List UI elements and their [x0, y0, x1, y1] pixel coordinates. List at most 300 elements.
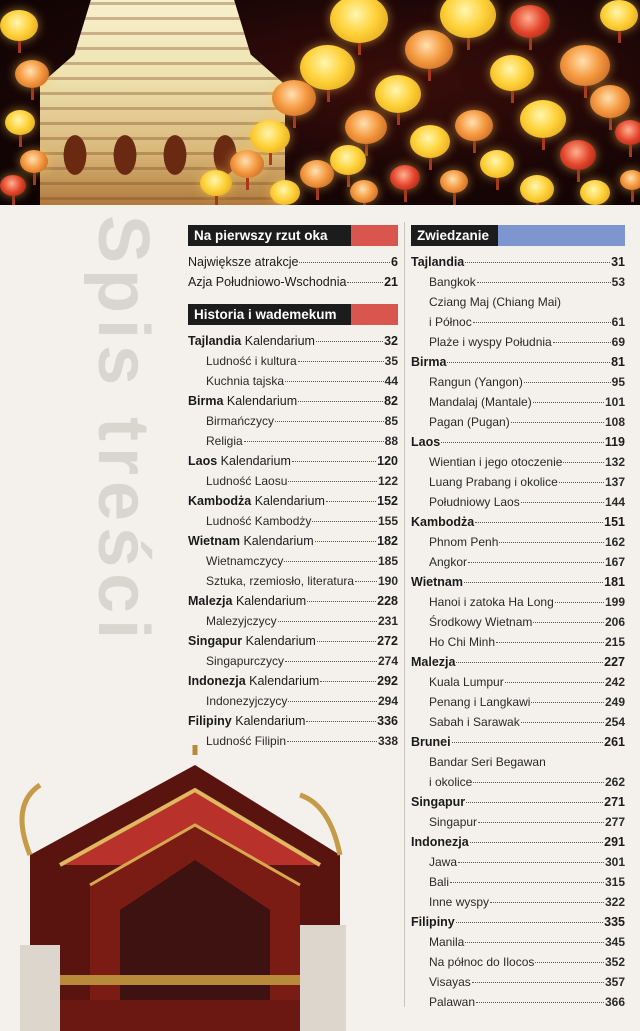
page-number: 155	[377, 514, 398, 528]
toc-entry	[411, 852, 625, 872]
lantern	[455, 110, 493, 141]
page-number: 262	[604, 775, 625, 789]
leader-dots	[447, 362, 610, 363]
toc-entry-title	[429, 872, 449, 892]
toc-entry-label: Na północ do Ilocos	[429, 955, 535, 969]
toc-entry-title	[429, 992, 475, 1012]
toc-entry	[411, 772, 625, 792]
toc-entry	[188, 451, 398, 471]
toc-entry-label: Ludność Kambodży	[206, 514, 312, 528]
leader-dots	[292, 461, 376, 462]
page-number: 338	[377, 734, 398, 748]
page-number: 119	[604, 435, 625, 449]
toc-entry-label: Wietnamczycy	[206, 554, 284, 568]
toc-entry-country: Wietnam	[188, 534, 240, 548]
toc-entry-label: Visayas	[429, 975, 471, 989]
toc-entry	[411, 512, 625, 532]
toc-entry-title	[429, 852, 457, 872]
toc-entry	[188, 491, 398, 511]
toc-entry	[188, 511, 398, 531]
toc-entry-label: Środkowy Wietnam	[429, 615, 533, 629]
toc-entry-country: Indonezja	[188, 674, 246, 688]
toc-entry-label: Bandar Seri Begawan	[429, 755, 546, 769]
page-number: 167	[604, 555, 625, 569]
toc-entry	[188, 411, 398, 431]
toc-entry-title	[429, 452, 562, 472]
toc-entry-label: Kalendarium	[226, 394, 298, 408]
toc-entry-title	[206, 731, 286, 751]
toc-entry-label: Inne wyspy	[429, 895, 490, 909]
toc-entry-label: Kalendarium	[235, 714, 306, 728]
page-number: 206	[604, 615, 625, 629]
toc-entry-country: Tajlandia	[188, 334, 242, 348]
toc-entry-title	[188, 331, 315, 351]
leader-dots	[535, 962, 604, 963]
leader-dots	[307, 601, 376, 602]
leader-dots	[521, 502, 604, 503]
leader-dots	[553, 342, 611, 343]
toc-entry-title	[206, 371, 284, 391]
toc-entry	[411, 672, 625, 692]
page-number: 274	[377, 654, 398, 668]
toc-entry-label: Kalendarium	[245, 634, 316, 648]
pagoda-arches	[55, 95, 265, 205]
page-number: 366	[604, 995, 625, 1009]
toc-entry	[411, 792, 625, 812]
page-number: 122	[377, 474, 398, 488]
toc-right-column	[411, 225, 625, 1012]
toc-entry	[411, 332, 625, 352]
toc-entry-country: Laos	[411, 435, 441, 449]
toc-entry-label: Phnom Penh	[429, 535, 499, 549]
lantern	[480, 150, 514, 178]
page-number: 31	[611, 255, 625, 269]
page-number: 95	[611, 375, 625, 389]
leader-dots	[317, 641, 376, 642]
toc-entry-title	[429, 692, 530, 712]
toc-entry-label: Kalendarium	[249, 674, 320, 688]
toc-entry-title	[206, 471, 287, 491]
toc-entry	[411, 252, 625, 272]
page-number: 272	[377, 634, 398, 648]
toc-entry-label: Bali	[429, 875, 450, 889]
toc-entry-title	[188, 252, 298, 272]
leader-dots	[316, 341, 383, 342]
lantern	[200, 170, 232, 196]
page-number: 345	[604, 935, 625, 949]
page-number: 101	[604, 395, 625, 409]
toc-entry-country: Filipiny	[188, 714, 232, 728]
lantern	[440, 0, 496, 38]
lantern	[15, 60, 49, 88]
toc-entry-label: Wientian i jego otoczenie	[429, 455, 563, 469]
column-divider	[404, 222, 405, 1007]
leader-dots	[511, 422, 604, 423]
hero-photo-lanterns	[0, 0, 640, 205]
toc-entry-title	[206, 411, 274, 431]
page-number: 336	[377, 714, 398, 728]
leader-dots	[531, 702, 604, 703]
leader-dots	[441, 442, 604, 443]
toc-entry	[188, 651, 398, 671]
toc-entry-label: Manila	[429, 935, 465, 949]
toc-entry-title	[188, 631, 316, 651]
toc-entry	[188, 691, 398, 711]
lantern	[375, 75, 421, 113]
leader-dots	[496, 642, 604, 643]
toc-entry-label: Południowy Laos	[429, 495, 520, 509]
lantern	[0, 10, 38, 41]
leader-dots	[559, 482, 604, 483]
toc-entry-title	[429, 772, 472, 792]
toc-entry-title	[411, 252, 464, 272]
leader-dots	[473, 322, 611, 323]
page-number: 227	[604, 655, 625, 669]
page-number: 315	[604, 875, 625, 889]
page-number: 6	[391, 255, 398, 269]
toc-entry	[411, 952, 625, 972]
page-number: 185	[377, 554, 398, 568]
toc-entry	[411, 892, 625, 912]
leader-dots	[285, 381, 384, 382]
lantern	[330, 145, 366, 175]
toc-entry-title	[429, 292, 561, 312]
toc-entry-label: Singapur	[429, 815, 478, 829]
toc-entry	[188, 252, 398, 272]
toc-entry-title	[429, 532, 498, 552]
toc-entry-title	[429, 932, 464, 952]
lantern	[345, 110, 387, 144]
toc-entry-title	[411, 572, 463, 592]
toc-entry-country: Tajlandia	[411, 255, 465, 269]
toc-entry-label: Azja Południowo-Wschodnia	[188, 275, 347, 289]
toc-entry-title	[411, 512, 474, 532]
toc-entry	[411, 472, 625, 492]
leader-dots	[521, 722, 604, 723]
page-number: 322	[604, 895, 625, 909]
toc-entry-country: Birma	[411, 355, 447, 369]
toc-entry-title	[429, 312, 472, 332]
toc-entry-title	[411, 832, 469, 852]
toc-entry-label: Kuchnia tajska	[206, 374, 285, 388]
toc-entry	[411, 572, 625, 592]
toc-entry	[188, 272, 398, 292]
toc-entry-title	[429, 632, 495, 652]
lantern	[250, 120, 290, 153]
lantern	[490, 55, 534, 91]
toc-entry	[411, 392, 625, 412]
toc-entry	[411, 832, 625, 852]
page-number: 352	[604, 955, 625, 969]
page-number: 231	[377, 614, 398, 628]
toc-entry-country: Birma	[188, 394, 224, 408]
toc-entry-country: Laos	[188, 454, 218, 468]
lantern	[620, 170, 640, 190]
toc-entry	[411, 932, 625, 952]
toc-entry-title	[429, 472, 558, 492]
toc-entry-country: Malezja	[188, 594, 233, 608]
leader-dots	[555, 602, 604, 603]
leader-dots	[465, 942, 604, 943]
page-number: 357	[604, 975, 625, 989]
toc-entry-title	[411, 912, 455, 932]
toc-entry-title	[429, 952, 534, 972]
toc-entry	[411, 492, 625, 512]
toc-entry-title	[206, 431, 243, 451]
toc-left-column	[188, 225, 398, 751]
page-number: 181	[604, 575, 625, 589]
toc-entry-title	[429, 332, 552, 352]
leader-dots	[355, 581, 377, 582]
toc-entry-title	[429, 492, 520, 512]
toc-entry-label: Mandalaj (Mantale)	[429, 395, 532, 409]
toc-entry	[411, 732, 625, 752]
lantern	[5, 110, 35, 135]
page-number: 292	[377, 674, 398, 688]
toc-entry-label: Sabah i Sarawak	[429, 715, 520, 729]
toc-entry	[411, 292, 625, 312]
toc-entry-title	[188, 491, 325, 511]
leader-dots	[287, 741, 377, 742]
toc-entry-title	[206, 351, 297, 371]
page-number: 82	[384, 394, 398, 408]
toc-entry-label: i Północ	[429, 315, 472, 329]
toc-entry	[411, 872, 625, 892]
page-title: Spis treści	[83, 215, 163, 646]
page-number: 254	[604, 715, 625, 729]
leader-dots	[468, 562, 604, 563]
toc-entry-country: Indonezja	[411, 835, 469, 849]
toc-entry-label: Kalendarium	[244, 334, 315, 348]
lantern	[272, 80, 316, 116]
toc-entry-label: Kuala Lumpur	[429, 675, 504, 689]
toc-entry-title	[429, 592, 554, 612]
leader-dots	[244, 441, 384, 442]
toc-entry	[188, 571, 398, 591]
toc-entry-title	[188, 711, 305, 731]
toc-entry	[188, 471, 398, 491]
toc-entry-title	[429, 892, 489, 912]
leader-dots	[456, 922, 603, 923]
toc-entry	[411, 432, 625, 452]
section-heading-overview: Na pierwszy rzut oka	[188, 225, 398, 246]
page-number: 35	[384, 354, 398, 368]
leader-dots	[275, 421, 384, 422]
leader-dots	[306, 721, 376, 722]
toc-entry-label: Cziang Maj (Chiang Mai)	[429, 295, 562, 309]
leader-dots	[298, 361, 384, 362]
lantern	[300, 45, 355, 90]
lantern	[510, 5, 550, 38]
page-number: 271	[604, 795, 625, 809]
page-number: 137	[604, 475, 625, 489]
leader-dots	[505, 682, 604, 683]
toc-entry	[188, 731, 398, 751]
toc-entry-title	[206, 551, 283, 571]
page-number: 301	[604, 855, 625, 869]
leader-dots	[312, 521, 377, 522]
toc-entry	[188, 331, 398, 351]
toc-entry	[411, 632, 625, 652]
toc-entry	[411, 372, 625, 392]
toc-entry-title	[206, 611, 277, 631]
page-number: 61	[611, 315, 625, 329]
leader-dots	[475, 522, 603, 523]
toc-entry	[411, 992, 625, 1012]
section-heading-history: Historia i wademekum	[188, 304, 398, 325]
toc-entry-title	[429, 272, 476, 292]
page-number: 190	[377, 574, 398, 588]
lantern	[390, 165, 420, 190]
toc-entry-title	[206, 571, 354, 591]
toc-entry-title	[429, 812, 477, 832]
leader-dots	[458, 862, 604, 863]
leader-dots	[472, 982, 604, 983]
toc-entry-label: Ludność Filipin	[206, 734, 287, 748]
toc-entry	[411, 812, 625, 832]
section-heading-sightseeing: Zwiedzanie	[411, 225, 625, 246]
toc-entry-title	[429, 972, 471, 992]
leader-dots	[477, 282, 611, 283]
toc-entry	[188, 371, 398, 391]
toc-entry	[188, 431, 398, 451]
toc-entry-label: Ho Chi Minh	[429, 635, 496, 649]
page-number: 182	[377, 534, 398, 548]
toc-entry-country: Singapur	[188, 634, 243, 648]
toc-entry	[411, 552, 625, 572]
toc-entry-label: Pagan (Pugan)	[429, 415, 510, 429]
lantern	[230, 150, 264, 178]
leader-dots	[298, 401, 383, 402]
toc-entry-title	[188, 272, 346, 292]
leader-dots	[278, 621, 377, 622]
page-number: 294	[377, 694, 398, 708]
toc-entry	[411, 752, 625, 772]
page-number: 199	[604, 595, 625, 609]
toc-entry-label: Luang Prabang i okolice	[429, 475, 558, 489]
page-number: 144	[604, 495, 625, 509]
toc-entry	[411, 612, 625, 632]
lantern	[615, 120, 640, 145]
temple-roof-illustration	[0, 745, 350, 1031]
toc-entry	[411, 592, 625, 612]
leader-dots	[450, 882, 604, 883]
lantern	[600, 0, 638, 31]
lantern	[520, 175, 554, 203]
toc-entry-label: Singapurczycy	[206, 654, 285, 668]
leader-dots	[288, 701, 377, 702]
toc-entry	[411, 452, 625, 472]
lantern	[580, 180, 610, 205]
leader-dots	[320, 681, 376, 682]
toc-entry-label: Bangkok	[429, 275, 476, 289]
toc-entry-title	[429, 392, 532, 412]
toc-entry	[411, 352, 625, 372]
toc-entry-title	[206, 651, 284, 671]
lantern	[560, 140, 596, 170]
toc-entry-country: Singapur	[411, 795, 466, 809]
toc-entry-label: Rangun (Yangon)	[429, 375, 523, 389]
lantern	[410, 125, 450, 158]
lantern	[350, 180, 378, 203]
page-number: 152	[377, 494, 398, 508]
toc-entry	[411, 692, 625, 712]
lantern	[590, 85, 630, 118]
toc-entry-label: Kalendarium	[220, 454, 291, 468]
toc-entry	[188, 531, 398, 551]
toc-entry	[188, 671, 398, 691]
toc-entry-country: Filipiny	[411, 915, 455, 929]
toc-entry-title	[188, 451, 291, 471]
toc-entry-title	[188, 531, 314, 551]
page-number: 81	[611, 355, 625, 369]
leader-dots	[466, 802, 603, 803]
toc-entry-title	[411, 352, 446, 372]
toc-entry-title	[188, 671, 319, 691]
leader-dots	[473, 782, 604, 783]
toc-entry	[188, 551, 398, 571]
leader-dots	[315, 541, 376, 542]
toc-entry	[411, 972, 625, 992]
toc-entry-label: Kalendarium	[235, 594, 307, 608]
toc-entry-title	[429, 552, 467, 572]
page-number: 162	[604, 535, 625, 549]
lantern	[520, 100, 566, 138]
leader-dots	[285, 661, 377, 662]
toc-entry	[411, 412, 625, 432]
lantern	[300, 160, 334, 188]
lantern	[20, 150, 48, 173]
toc-entry-title	[206, 691, 287, 711]
toc-entry-title	[429, 712, 520, 732]
leader-dots	[470, 842, 603, 843]
toc-entry-country: Wietnam	[411, 575, 463, 589]
toc-entry-label: Największe atrakcje	[188, 255, 299, 269]
toc-entry	[411, 712, 625, 732]
toc-entry-label: Penang i Langkawi	[429, 695, 531, 709]
toc-entry	[188, 391, 398, 411]
page-number: 261	[604, 735, 625, 749]
toc-entry-label: Palawan	[429, 995, 476, 1009]
page-number: 88	[384, 434, 398, 448]
toc-entry-label: i okolice	[429, 775, 473, 789]
toc-entry-title	[429, 672, 504, 692]
leader-dots	[478, 822, 604, 823]
toc-entry-label: Ludność i kultura	[206, 354, 297, 368]
page-number: 228	[377, 594, 398, 608]
toc-entry	[411, 532, 625, 552]
page-number: 291	[604, 835, 625, 849]
leader-dots	[288, 481, 377, 482]
toc-entry-title	[188, 591, 306, 611]
toc-entry	[411, 312, 625, 332]
toc-entry-label: Sztuka, rzemiosło, literatura	[206, 574, 355, 588]
page-number: 151	[604, 515, 625, 529]
lantern	[405, 30, 453, 69]
toc-entry-title	[206, 511, 311, 531]
leader-dots	[284, 561, 377, 562]
leader-dots	[524, 382, 611, 383]
leader-dots	[499, 542, 604, 543]
lantern	[330, 0, 388, 43]
leader-dots	[563, 462, 604, 463]
toc-entry-label: Jawa	[429, 855, 458, 869]
toc-entry-title	[411, 732, 451, 752]
leader-dots	[490, 902, 604, 903]
toc-entry	[411, 652, 625, 672]
toc-entry	[411, 912, 625, 932]
page-number: 44	[384, 374, 398, 388]
